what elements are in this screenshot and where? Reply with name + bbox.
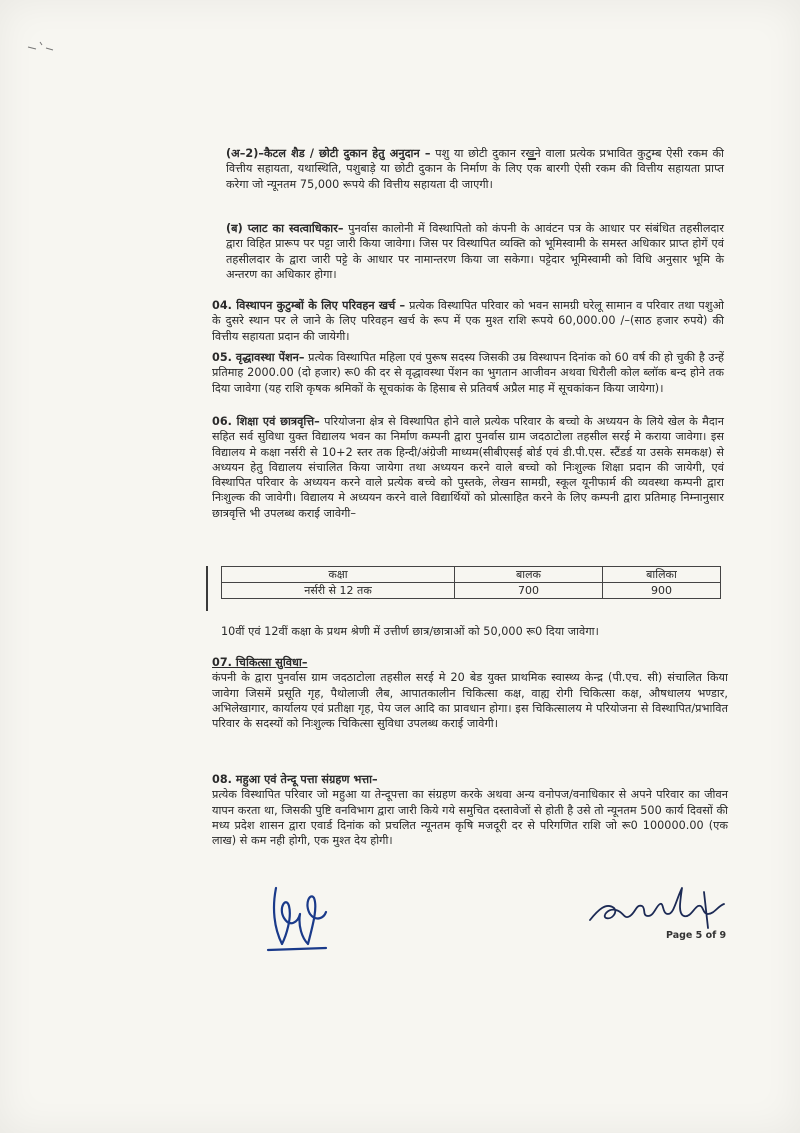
section-06 xyxy=(212,414,724,521)
section-08-body: प्रत्येक विस्थापित परिवार जो महुआ या तेन्दूपत्ता का संग्रहण करके अथवा अन्य वनोपज/वनाधिकार से अपने परिवार का जीवन यापन करता था, जिसकी पुष्टि वनविभाग द्वारा जारी किये गये समुचित दस्तावेजों से होती है उसे तो न्यूनतम 500 कार्य दिवसों की मध्य प्रदेश शासन द्वारा एवार्ड दिनांक को प्रचलित न्यूनतम कृषि मजदूरी दर से परिगणित राशि जो रू0 100000.00 (एक लाख) से कम नही होगी, एक मुश्त देय होगी। xyxy=(212,788,728,848)
signature-left xyxy=(262,878,332,958)
section-06-title: 06. शिक्षा एवं छात्रवृत्ति– xyxy=(212,415,320,428)
section-08-title: 08. महुआ एवं तेन्दू पत्ता संग्रहण भत्ता– xyxy=(212,773,378,786)
table-header-girls: बालिका xyxy=(603,567,721,583)
section-07 xyxy=(212,655,728,731)
page-number: Page 5 of 9 xyxy=(666,930,727,941)
section-05-body: प्रत्येक विस्थापित महिला एवं पुरूष सदस्य जिसकी उम्र विस्थापन दिनांक को 60 वर्ष की हो चुकी है उन्हें प्रतिमाह 2000.00 (दो हजार) रू0 की दर से वृद्धावस्था पेंशन का भुगतान आजीवन अथवा धिरौली कोल ब्लॉक बन्द होने तक दिया जावेगा (यह राशि कृषक श्रमिकों के सूचकांक के हिसाब से प्रतिवर्ष अप्रैल माह में सूचकांकन किया जायेगा)। xyxy=(212,351,725,395)
signature-right xyxy=(584,880,734,936)
section-b-title: (ब) प्लाट का स्वत्वाधिकार– xyxy=(226,222,344,235)
table-header-class: कक्षा xyxy=(222,567,455,583)
table-header-boys: बालक xyxy=(455,567,603,583)
section-04-title: 04. विस्थापन कुटुम्बों के लिए परिवहन खर्च – xyxy=(212,299,406,312)
section-06-note-text: 10वीं एवं 12वीं कक्षा के प्रथम श्रेणी में उत्तीर्ण छात्र/छात्राओं को 50,000 रू0 दिया जावेगा। xyxy=(221,625,599,638)
section-b-body: पुनर्वास कालोनी में विस्थापितो को कंपनी के आवंटन पत्र के आधार पर संबंधित तहसीलदार द्वारा विहित प्रारूप पर पट्टा जारी किया जावेगा। जिस पर विस्थापित व्यक्ति को भूमिस्वामी के समस्त अधिकार प्राप्त होगें एवं तहसीलदार के द्वारा जारी पट्टे के आधार पर नामान्तरण किया जा सकेगा। पट्टेदार भूमिस्वामी को विधि अनुसार भूमि के अन्तरण का अधिकार होगा। xyxy=(226,222,724,281)
table-cell-girls: 900 xyxy=(603,583,721,599)
section-a2 xyxy=(226,146,724,192)
section-a2-title: (अ–2)–कैटल शैड / छोटी दुकान हेतु अनुदान – xyxy=(226,147,431,160)
section-06-note xyxy=(221,624,731,639)
scan-specks xyxy=(26,38,56,52)
table-header-row xyxy=(222,567,721,583)
section-b xyxy=(226,221,724,282)
section-07-title: 07. चिकित्सा सुविधा– xyxy=(212,656,308,669)
margin-rail xyxy=(206,566,208,611)
section-07-body: कंपनी के द्वारा पुनर्वास ग्राम जदठाटोला तहसील सरई मे 20 बेड युक्त प्राथमिक स्वास्थ्य केन्द्र (पी.एच. सी) संचालित किया जावेगा जिसमें प्रसूति गृह, पैथोलाजी लैब, आपातकालीन चिकित्सा कक्ष, वाह्य रोगी चिकित्सा कक्ष, औषधालय भण्डार, अभिलेखागार, कार्यालय एवं प्रतीक्षा गृह, पेय जल आदि का प्रावधान होगा। इस चिकित्सालय मे परियोजना से विस्थापित/प्रभावित परिवार के सदस्यों को निःशुल्क चिकित्सा सुविधा उपलब्ध कराई जावेगी। xyxy=(212,671,728,731)
scholarship-table xyxy=(221,566,721,599)
section-05 xyxy=(212,350,724,396)
table-cell-class: नर्सरी से 12 तक xyxy=(222,583,455,599)
table-cell-boys: 700 xyxy=(455,583,603,599)
section-a2-body: पशु या छोटी दुकान रखने वाला प्रत्येक प्रभावित कुटुम्ब ऐसी रकम की वित्तीय सहायता, यथास्थिति, पशुबाड़े या छोटी दुकान के निर्माण के लिए एक बारगी ऐसी रकम की वित्तीय सहायता प्राप्त करेगा जो न्यूनतम 75,000 रूपये की वित्तीय सहायता दी जाएगी। xyxy=(226,147,724,191)
section-06-body: परियोजना क्षेत्र से विस्थापित होने वाले प्रत्येक परिवार के बच्चो के अध्ययन के लिये खेल के मैदान सहित सर्व सुविधा युक्त विद्यालय भवन का निर्माण कम्पनी द्वारा पुनर्वास ग्राम जदठाटोला तहसील सरई मे कराया जावेगा। इस विद्यालय मे कक्षा नर्सरी से 10+2 स्तर तक हिन्दी/अंग्रेजी माध्यम(सीबीएसई बोर्ड एवं डी.पी.एस. स्टैंडर्ड या उसके समकक्ष) से अध्ययन हेतु विद्यालय संचालित किया जायेगा तथा अध्ययन करने वाले बच्चो को निःशुल्क शिक्षा प्रदान की जायेगी, एवं विस्थापित परिवार के अध्ययन करने वाले प्रत्येक बच्चे को पुस्तके, लेखन सामग्री, स्कूल यूनीफार्म की व्यवस्था कम्पनी द्वारा निःशुल्क की जावेगी। विद्यालय मे अध्ययन करने वाले विद्यार्थियों को प्रोत्साहित करने के लिए कम्पनी द्वारा प्रतिमाह निम्नानुसार छात्रवृत्ति भी उपलब्ध कराई जावेगी– xyxy=(212,415,725,520)
section-08 xyxy=(212,772,728,848)
table-row xyxy=(222,583,721,599)
section-04 xyxy=(212,298,724,344)
section-04-body: प्रत्येक विस्थापित परिवार को भवन सामग्री घरेलू सामान व परिवार तथा पशुओ के दुसरे स्थान पर ले जाने के लिए परिवहन खर्च के रूप में एक मुश्त राशि रूपये 60,000.00 /–(साठ हजार रुपये) की वित्तीय सहायता प्रदान की जायेगी। xyxy=(212,299,724,343)
section-05-title: 05. वृद्धावस्था पेंशन– xyxy=(212,351,305,364)
